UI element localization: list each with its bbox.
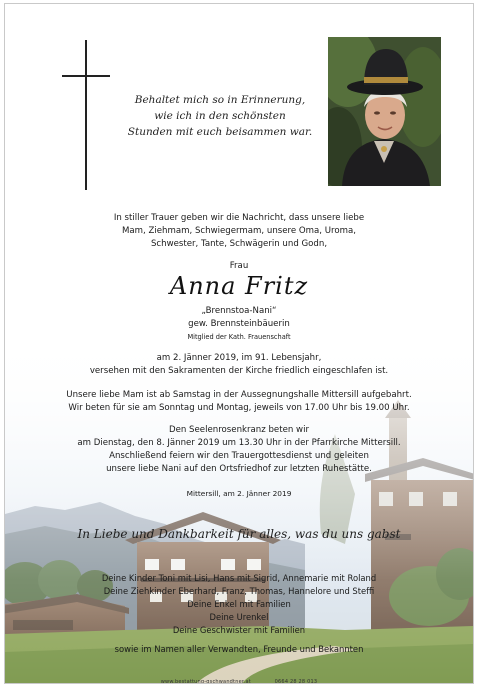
- relatives-line: sowie im Namen aller Verwandten, Freunde und Bekannten: [114, 644, 364, 654]
- footer-phone: 0664 28 28 013: [274, 679, 318, 684]
- intro-line: In stiller Trauer geben wir die Nachricht, dass unsere liebe: [113, 213, 365, 223]
- viewing-line: Unsere liebe Mam ist ab Samstag in der Aussegnungshalle Mittersill aufgebahrt.: [66, 390, 412, 400]
- place-date: Mittersill, am 2. Jänner 2019: [186, 489, 292, 498]
- nickname: „Brennstoa-Nani“: [201, 306, 277, 316]
- name-details: [5, 305, 473, 344]
- deceased-name: Anna Fritz: [169, 272, 309, 300]
- funeral-line: am Dienstag, den 8. Jänner 2019 um 13.30 Uhr in der Pfarrkirche Mittersill.: [77, 438, 401, 448]
- mourner-line: Deine Enkel mit Familien: [187, 599, 291, 609]
- footer-url: www.bestattung-gschwandtner.at: [160, 679, 251, 684]
- viewing-info: [5, 389, 473, 415]
- memorial-quote: [125, 92, 315, 140]
- intro-line: Schwester, Tante, Schwägerin und Godn,: [150, 239, 328, 249]
- quote-line: Behaltet mich so in Erinnerung,: [134, 94, 306, 106]
- closing-script-line: In Liebe und Dankbarkeit für alles, was du uns gabst: [77, 527, 401, 541]
- obituary-card: [4, 3, 474, 684]
- mourner-line: Deine Kinder Toni mit Lisi, Hans mit Sigrid, Annemarie mit Roland: [101, 573, 377, 583]
- funeral-line: unsere liebe Nani auf den Ortsfriedhof zur letzten Ruhestätte.: [106, 464, 372, 474]
- maiden-name: gew. Brennsteinbäuerin: [188, 319, 290, 329]
- membership: Mitglied der Kath. Frauenschaft: [187, 333, 291, 341]
- mourners-list: [5, 572, 473, 637]
- mourner-line: Deine Geschwister mit Familien: [172, 625, 306, 635]
- salutation: Frau: [229, 261, 249, 271]
- mourner-line: Deine Ziehkinder Eberhard, Franz, Thomas, Hannelore und Steffi: [103, 586, 375, 596]
- funeral-info: [5, 424, 473, 476]
- intro-text: [5, 212, 473, 251]
- mourner-line: Deine Urenkel: [209, 612, 269, 622]
- portrait-photo: [328, 37, 441, 186]
- footer: [5, 679, 473, 684]
- quote-line: Stunden mit euch beisammen war.: [127, 126, 313, 138]
- intro-line: Mam, Ziehmam, Schwiegermam, unsere Oma, Uroma,: [121, 226, 357, 236]
- funeral-line: Den Seelenrosenkranz beten wir: [168, 425, 310, 435]
- viewing-line: Wir beten für sie am Sonntag und Montag, jeweils von 17.00 Uhr bis 19.00 Uhr.: [68, 403, 410, 413]
- death-notice-line: am 2. Jänner 2019, im 91. Lebensjahr,: [156, 353, 322, 363]
- funeral-line: Anschließend feiern wir den Trauergottesdienst und geleiten: [109, 451, 369, 461]
- death-notice-line: versehen mit den Sakramenten der Kirche friedlich eingeschlafen ist.: [89, 366, 389, 376]
- quote-line: wie ich in den schönsten: [154, 110, 286, 122]
- death-notice: [5, 352, 473, 378]
